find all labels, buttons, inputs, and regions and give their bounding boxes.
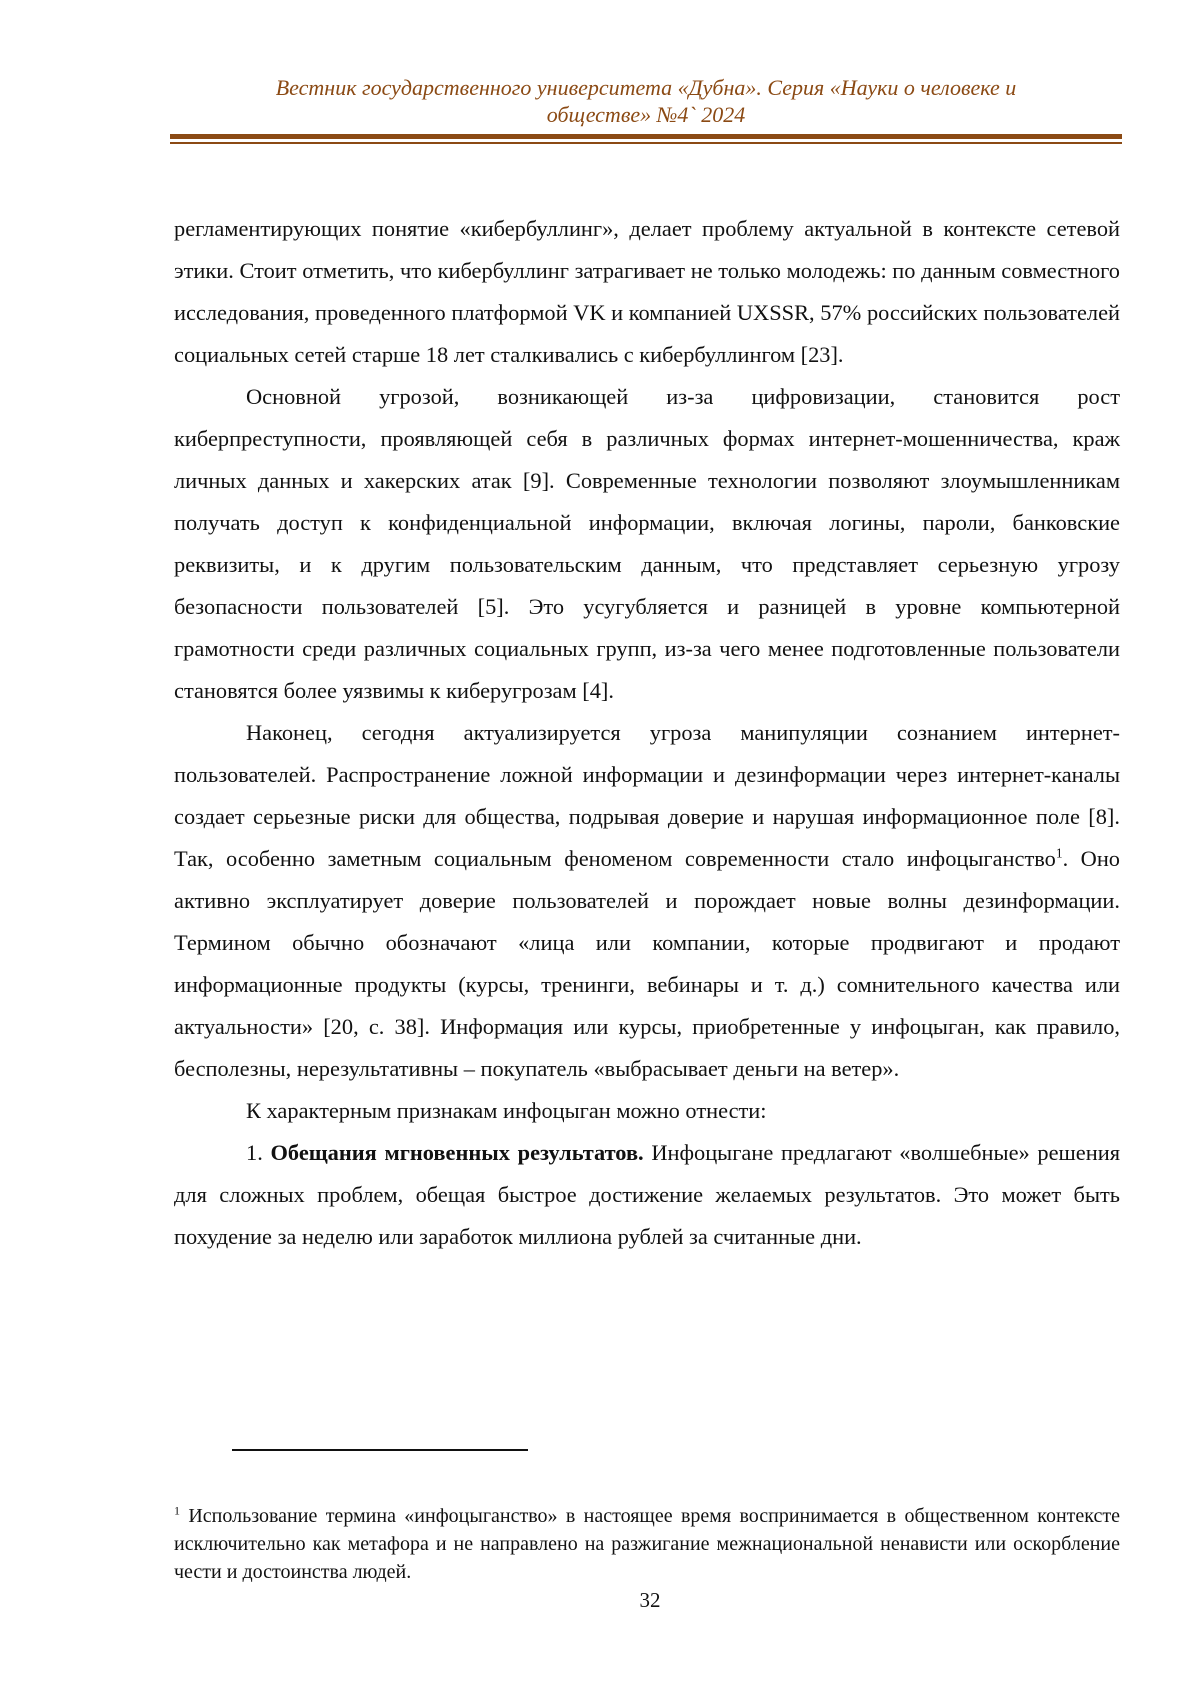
footnote-text: Использование термина «инфоцыганство» в настоящее время воспринимается в общественном контексте исключительно как метафора и не направлено на разжигание межнациональной ненависти или оскорбление чести и достоинства людей. bbox=[174, 1505, 1120, 1583]
paragraph-3 bbox=[174, 712, 1120, 1090]
paragraph-4: К характерным признакам инфоцыган можно отнести: bbox=[246, 1098, 767, 1123]
header-rule-thick bbox=[170, 134, 1122, 139]
list-item-1-number: 1. bbox=[246, 1140, 263, 1165]
header-rule-thin bbox=[170, 142, 1122, 144]
footnote-separator bbox=[232, 1449, 528, 1451]
journal-header bbox=[170, 74, 1122, 128]
paragraph-3-part1: Наконец, сегодня актуализируется угроза манипуляции сознанием интернет-пользователей. Распространение ложной информации и дезинформации через интернет-каналы создает серьезные риски для общества, подрывая доверие и нарушая информационное поле [8]. Так, особенно заметным социальным феноменом современности стало инфоцыганство bbox=[174, 720, 1120, 871]
paragraph-3-part2: . Оно активно эксплуатирует доверие пользователей и порождает новые волны дезинформации. Термином обычно обозначают «лица или компании, которые продвигают и продают информационные продукты (курсы, тренинги, вебинары и т. д.) сомнительного качества или актуальности» [20, с. 38]. Информация или курсы, приобретенные у инфоцыган, как правило, бесполезны, нерезультативны – покупатель «выбрасывает деньги на ветер». bbox=[174, 846, 1120, 1081]
footnote-mark: 1 bbox=[174, 1503, 180, 1518]
paragraph-2: Основной угрозой, возникающей из-за цифровизации, становится рост киберпреступности, проявляющей себя в различных формах интернет-мошенничества, краж личных данных и хакерских атак [9]. Современные технологии позволяют злоумышленникам получать доступ к конфиденциальной информации, включая логины, пароли, банковские реквизиты, и к другим пользовательским данным, что представляет серьезную угрозу безопасности пользователей [5]. Это усугубляется и разницей в уровне компьютерной грамотности среди различных социальных групп, из-за чего менее подготовленные пользователи становятся более уязвимы к киберугрозам [4]. bbox=[174, 384, 1120, 703]
journal-header-line1: Вестник государственного университета «Дубна». Серия «Науки о человеке и bbox=[275, 75, 1017, 100]
list-item-1-text: Инфоцыгане предлагают «волшебные» решения для сложных проблем, обещая быстрое достижение желаемых результатов. Это может быть похудение за неделю или заработок миллиона рублей за считанные дни. bbox=[174, 1140, 1120, 1249]
page-number: 32 bbox=[639, 1588, 661, 1612]
footnote-reference[interactable]: 1 bbox=[1055, 845, 1063, 861]
article-body bbox=[174, 208, 1120, 1258]
list-item-1 bbox=[174, 1132, 1120, 1258]
paragraph-1: регламентирующих понятие «кибербуллинг», делает проблему актуальной в контексте сетевой этики. Стоит отметить, что кибербуллинг затрагивает не только молодежь: по данным совместного исследования, проведенного платформой VK и компанией UXSSR, 57% российских пользователей социальных сетей старше 18 лет сталкивались с кибербуллингом [23]. bbox=[174, 216, 1120, 367]
list-item-1-heading: Обещания мгновенных результатов. bbox=[270, 1140, 644, 1165]
footnote bbox=[174, 1502, 1120, 1586]
journal-header-line2: обществе» №4` 2024 bbox=[546, 102, 746, 127]
